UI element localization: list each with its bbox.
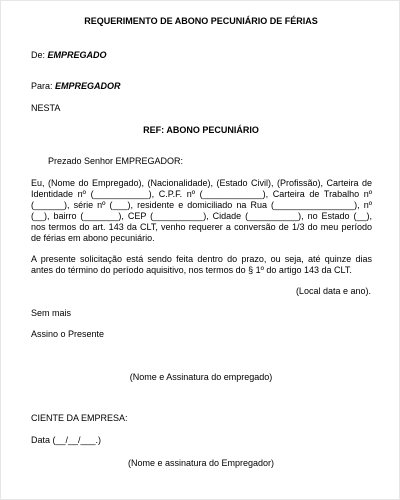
company-acknowledgement: CIENTE DA EMPRESA: (31, 413, 128, 423)
from-line (31, 50, 371, 61)
from-label: De: (31, 50, 48, 60)
reference-line: REF: ABONO PECUNIÁRIO (143, 125, 259, 135)
nesta-text: NESTA (31, 103, 61, 113)
to-label: Para: (31, 81, 56, 91)
to-value: EMPREGADOR (55, 81, 121, 91)
salutation: Prezado Senhor EMPREGADOR: (48, 156, 184, 166)
to-line (31, 81, 371, 92)
document-title: REQUERIMENTO DE ABONO PECUNIÁRIO DE FÉRIAS (84, 16, 318, 26)
employee-signature-line: (Nome e Assinatura do empregado) (129, 372, 273, 382)
closing-line: Sem mais (31, 308, 72, 318)
deadline-paragraph: A presente solicitação está sendo feita dentro do prazo, ou seja, até quinze dias antes do término do período aquisitivo, nos termos do § 1º do artigo 143 da CLT. (31, 254, 372, 275)
place-date-line: (Local data e ano). (295, 286, 371, 296)
employer-signature-line: (Nome e assinatura do Empregador) (127, 458, 275, 468)
from-value: EMPREGADO (47, 50, 107, 60)
date-line: Data (__/__/___.) (31, 435, 102, 445)
sign-line: Assino o Presente (31, 329, 105, 339)
request-paragraph: Eu, (Nome do Empregado), (Nacionalidade), (Estado Civil), (Profissão), Carteira de Identidade nº (___________), C.P.F. nº (____________), Carteira de Trabalho nº (______), série nº (___), residente e domiciliado na Rua (________________), nº (__), bairro (_______), CEP (__________), Cidade (__________), no Estado (__), nos termos do art. 143 da CLT, venho requerer a conversão de 1/3 do meu período de férias em abono pecuniário. (31, 178, 372, 243)
